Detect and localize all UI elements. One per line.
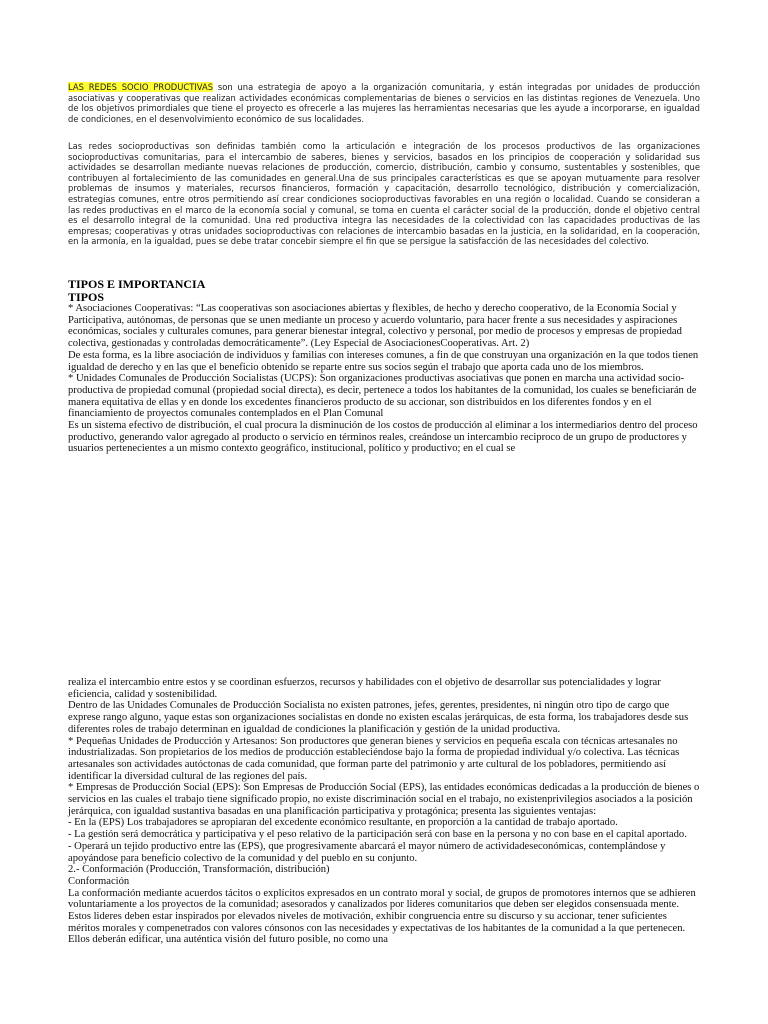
section-heading: TIPOS E IMPORTANCIA — [68, 277, 206, 291]
subsection-title: 2.- Conformación (Producción, Transformación, distribución) — [68, 864, 330, 876]
body-paragraph: * Asociaciones Cooperativas: “Las cooperativas son asociaciones abiertas y flexibles, de hecho y derecho cooperativo, de la Economía Social y Participativa, autónomas, de personas que se unen mediante un proceso y acuerdo voluntario, para hacer frente a sus necesidades y aspiraciones económicas, sociales y culturales comunes, para generar bienestar integral, colectivo y personal, por medio de procesos y empresas de propiedad colectiva, gestionadas y controladas democráticamente”. (Ley Especial de AsociacionesCooperativas. Art. 2) — [68, 303, 682, 350]
types-section — [68, 278, 700, 455]
list-item: - Operará un tejido productivo entre las (EPS), que progresivamente abarcará el mayor número de actividadeseconómicas, contemplándose y apoyándose para beneficio colectivo de la comunidad y del pueblo en su conjunto. — [68, 840, 666, 864]
body-paragraph: * Unidades Comunales de Producción Socialistas (UCPS): Son organizaciones productivas asociativas que ponen en marcha una actividad socio-productiva de propiedad comunal (propiedad social directa), es decir, pertenece a todos los habitantes de la comunidad, los cuales se beneficiarán de manera equitativa de ellas y en donde los excedentes financieros producto de su accionar, son distribuidos en los diferentes fondos y en el financiamiento de proyectos comunales contemplados en el Plan Comunal — [68, 373, 697, 420]
body-paragraph: La conformación mediante acuerdos tácitos o explícitos expresados en un contrato moral y social, de grupos de promotores internos que se adhieren voluntariamente a los proyectos de la comunidad; asesorados y canalizados por lideres comunitarios que deben ser elegidos consensuada mente. Estos lideres deben estar inspirados por elevados niveles de motivación, exhibir congruencia entre su discurso y su accionar, tener suficientes méritos morales y compenetrados con valores cónsonos con las necesidades y expectativas de los habitantes de la comunidad a la que pertenecen. Ellos deberán edificar, una auténtica visión del futuro posible, no como una — [68, 887, 696, 946]
body-paragraph: * Pequeñas Unidades de Producción y Artesanos: Son productores que generan bienes y servicios en pequeña escala con técnicas artesanales no industrializadas. Son propietarios de los medios de producción estableciéndose bajo la forma de propiedad individual y/o colectiva. Las técnicas artesanales son actividades autóctonas de cada comunidad, que forman parte del patrimonio y arte cultural de los pobladores, permitiendo así identificar la diversidad cultural de las regiones del país. — [68, 735, 680, 782]
continued-section — [68, 677, 700, 946]
highlighted-title: LAS REDES SOCIO PRODUCTIVAS — [68, 82, 214, 92]
body-paragraph: Dentro de las Unidades Comunales de Producción Socialista no existen patrones, jefes, gerentes, presidentes, ni ningún otro tipo de cargo que exprese rango alguno, yaque estas son organizaciones socialistas en donde no existen escalas jerárquicas, de esta forma, los trabajadores desde sus diferentes roles de trabajo determinan en igualdad de condiciones la planificación y gestión de la unidad productiva. — [68, 700, 689, 735]
intro-text: son una estrategia de apoyo a la organización comunitaria, y están integradas por unidades de producción asociativas y cooperativas que realizan actividades económicas complementarias de bienes o servicios en las distintas regiones de Venezuela. Uno de los objetivos primordiales que tiene el proyecto es ofrecerle a las mujeres las herramientas necesarias que les ayude a incorporarse, en igualdad de condiciones, en el desenvolvimiento económico de sus localidades. — [68, 82, 701, 124]
body-paragraph: De esta forma, es la libre asociación de individuos y familias con intereses comunes, a fin de que construyan una organización en la que todos tienen igualdad de derecho y en las que el beneficio obtenido se reparte entre sus socios según el trabajo que aporta cada uno de los miembros. — [68, 349, 699, 373]
intro-paragraph — [68, 82, 700, 124]
subsection-label: Conformación — [68, 875, 130, 887]
list-item: - En la (EPS) Los trabajadores se apropiaran del excedente económico resultante, en proporción a la cantidad de trabajo aportado. — [68, 817, 618, 829]
definition-paragraph: Las redes socioproductivas son definidas también como la articulación e integración de los procesos productivos de las organizaciones socioproductivas comunitarias, para el intercambio de saberes, bienes y servicios, basados en los principios de cooperación y solidaridad sus actividades se desarrollan mediante nuevas relaciones de producción, comercio, distribución, cambio y consumo, sustentables y sostenibles, que contribuyen al fortalecimiento de las comunidades en general.Una de sus principales características es que se apoyan mutuamente para resolver problemas de insumos y materiales, recursos financieros, formación y capacitación, desarrollo tecnológico, distribución y comercialización, estrategias comunes, entre otros permitiendo así crear condiciones socioproductivas favorables en una región o localidad. Cuando se consideran a las redes productivas en el marco de la economía social y comunal, se toma en cuenta el carácter social de la producción, donde el objetivo central es el desarrollo integral de la comunidad. Una red productiva integra las necesidades de la colectividad con las capacidades productivas de las empresas; cooperativas y otras unidades socioproductivas con relaciones de intercambio basadas en la justicia, en la solidaridad, en la cooperación, en la armonía, en la igualdad, pues se debe tratar concebir siempre el fin que se persigue la satisfacción de las necesidades del colectivo. — [68, 141, 700, 247]
body-paragraph: Es un sistema efectivo de distribución, el cual procura la disminución de los costos de producción al eliminar a los intermediarios dentro del proceso productivo, generando valor agregado al producto o servicio en términos reales, creándose un intercambio reciproco de un grupo de productores y usuarios pertenecientes a un mismo contexto geográfico, institucional, político y productivo; en el cual se — [68, 420, 698, 455]
body-paragraph: * Empresas de Producción Social (EPS): Son Empresas de Producción Social (EPS), las entidades económicas dedicadas a la producción de bienes o servicios en las cuales el trabajo tiene significado propio, no existe discriminación social en el trabajo, no existenprivilegios asociados a la posición jerárquica, con igualdad sustantiva basadas en una planificación participativa y protagónica; presenta las siguientes ventajas: — [68, 782, 700, 817]
body-paragraph: realiza el intercambio entre estos y se coordinan esfuerzos, recursos y habilidades con el objetivo de desarrollar sus potencialidades y lograr eficiencia, calidad y sostenibilidad. — [68, 677, 661, 700]
section-subheading: TIPOS — [68, 289, 105, 304]
list-item: - La gestión será democrática y participativa y el peso relativo de la participación será con base en la persona y no con base en el capital aportado. — [68, 829, 687, 841]
